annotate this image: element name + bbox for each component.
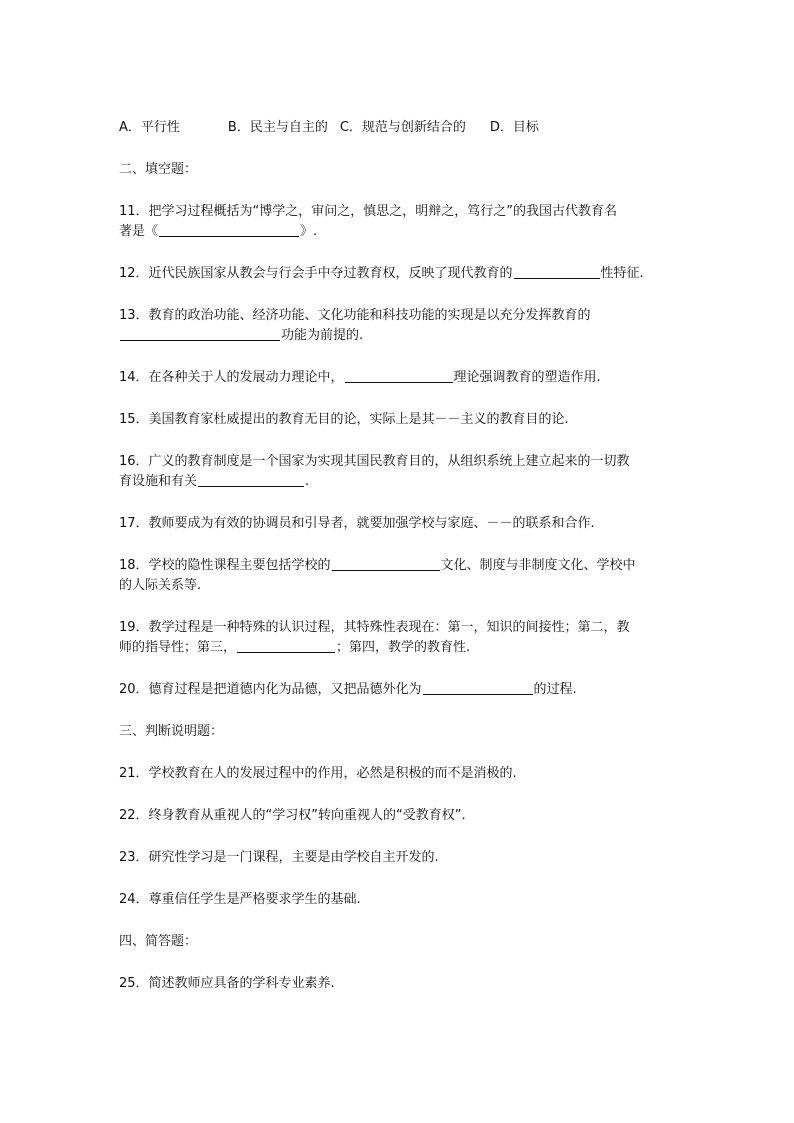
option-b: B．民主与自主的: [227, 120, 328, 135]
question-17: 17．教师要成为有效的协调员和引导者，就要加强学校与家庭、－－的联系和合作.: [119, 516, 595, 531]
question-11-line-2: 著是《 》.: [119, 224, 318, 239]
answer-blank: [514, 264, 600, 279]
option-d: D．目标: [489, 120, 539, 135]
question-16-line-1: 16．广义的教育制度是一个国家为实现其国民教育目的，从组织系统上建立起来的一切教: [119, 454, 630, 469]
section-judge-heading: 三、判断说明题：: [119, 724, 224, 739]
question-19-line-2: 师的指导性；第三， ；第四，教学的教育性.: [119, 640, 471, 655]
question-12: 12．近代民族国家从教会与行会手中夺过教育权，反映了现代教育的 性特征.: [119, 266, 644, 281]
answer-blank: [159, 222, 299, 237]
question-25: 25．简述教师应具备的学科专业素养.: [119, 976, 335, 991]
question-13-line-1: 13．教育的政治功能、经济功能、文化功能和科技功能的实现是以充分发挥教育的: [119, 308, 591, 323]
answer-blank: [120, 326, 280, 341]
question-11-line-1: 11．把学习过程概括为“博学之，审问之，慎思之，明辩之，笃行之”的我国古代教育名: [119, 204, 618, 219]
question-19-line-1: 19．教学过程是一种特殊的认识过程，其特殊性表现在：第一，知识的间接性；第二，教: [119, 620, 630, 635]
question-20: 20．德育过程是把道德内化为品德，又把品德外化为 的过程.: [119, 682, 577, 697]
section-fill-heading: 二、填空题：: [119, 162, 198, 177]
option-a: A．平行性: [119, 120, 180, 135]
question-21: 21．学校教育在人的发展过程中的作用，必然是积极的而不是消极的.: [119, 766, 517, 781]
question-24: 24．尊重信任学生是严格要求学生的基础.: [119, 892, 361, 907]
question-16-line-2: 育设施和有关 .: [119, 474, 310, 489]
question-22: 22．终身教育从重视人的“学习权”转向重视人的“受教育权”.: [119, 808, 466, 823]
question-14: 14．在各种关于人的发展动力理论中， 理论强调教育的塑造作用.: [119, 370, 601, 385]
answer-blank: [345, 368, 453, 383]
section-short-heading: 四、简答题：: [119, 934, 198, 949]
answer-blank: [423, 680, 533, 695]
answer-blank: [198, 472, 304, 487]
option-c: C．规范与创新结合的: [339, 120, 466, 135]
choice-options-row: [119, 118, 689, 138]
answer-blank: [332, 556, 440, 571]
answer-blank: [237, 638, 335, 653]
question-13-line-2: 功能为前提的.: [119, 326, 689, 346]
question-18-line-2: 的人际关系等.: [119, 578, 202, 593]
question-18-line-1: 18．学校的隐性课程主要包括学校的 文化、制度与非制度文化、学校中: [119, 558, 636, 573]
question-15: 15．美国教育家杜威提出的教育无目的论，实际上是其－－主义的教育目的论.: [119, 412, 569, 427]
question-23: 23．研究性学习是一门课程，主要是由学校自主开发的.: [119, 850, 439, 865]
